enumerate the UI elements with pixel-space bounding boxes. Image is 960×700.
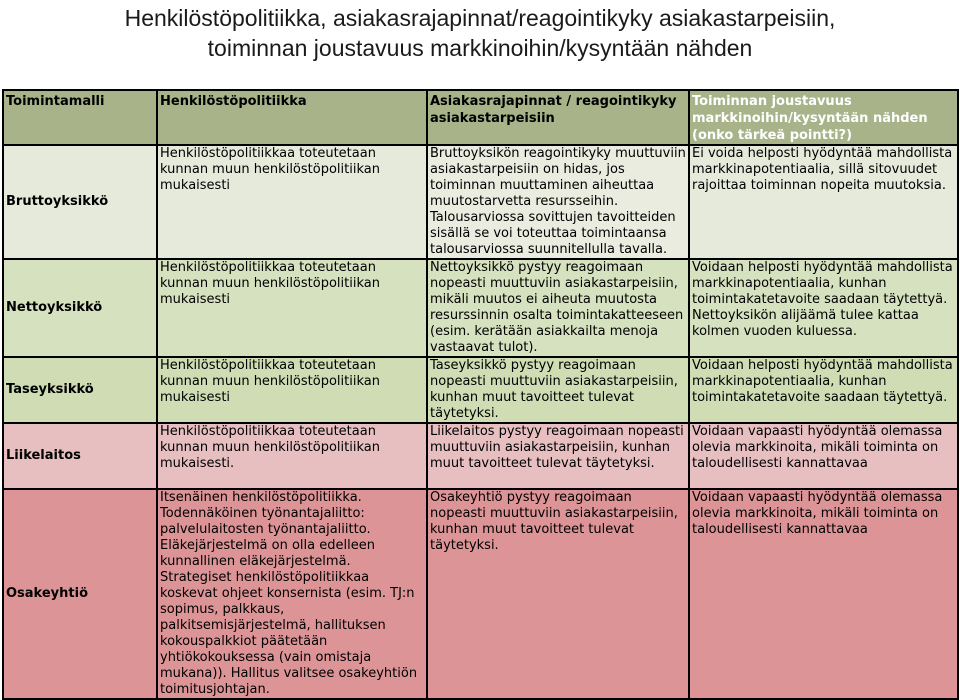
row-flex-cell: Voidaan vapaasti hyödyntää olemassa olevia markkinoita, mikäli toiminta on taloudellisesti kannattavaa	[689, 423, 958, 489]
table-row	[3, 489, 958, 699]
header-row	[3, 90, 958, 145]
row-hr-cell: Henkilöstöpolitiikkaa toteutetaan kunnan muun henkilöstöpolitiikan mukaisesti	[157, 357, 427, 423]
row-flex-cell: Voidaan helposti hyödyntää mahdollista markkinapotentiaalia, kunhan toimintakatetavoite saadaan täytettyä. Nettoyksikön alijäämä tulee kattaa kolmen vuoden kuluessa.	[689, 259, 958, 357]
row-flex-cell: Voidaan vapaasti hyödyntää olemassa olevia markkinoita, mikäli toiminta on taloudellisesti kannattavaa	[689, 489, 958, 699]
row-hr-cell: Henkilöstöpolitiikkaa toteutetaan kunnan muun henkilöstöpolitiikan mukaisesti	[157, 145, 427, 259]
row-model-osakeyhtio: Osakeyhtiö	[3, 489, 157, 699]
table-row	[3, 423, 958, 489]
table-row	[3, 357, 958, 423]
comparison-table	[2, 89, 959, 700]
header-toiminnan-joustavuus: Toiminnan joustavuus markkinoihin/kysyntään nähden (onko tärkeä pointti?)	[689, 90, 958, 145]
row-customer-cell: Bruttoyksikön reagointikyky muuttuviin asiakastarpeisiin on hidas, jos toiminnan muuttaminen aiheuttaa muutostarvetta resursseihin. Talousarviossa sovittujen tavoitteiden sisällä se voi toteuttaa toimintaansa talousarviossa suunnitellulla tavalla.	[427, 145, 689, 259]
header-asiakasrajapinnat: Asiakasrajapinnat / reagointikyky asiakastarpeisiin	[427, 90, 689, 145]
table-row	[3, 145, 958, 259]
row-hr-cell: Itsenäinen henkilöstöpolitiikka. Todennäköinen työnantajaliitto: palvelulaitosten työnantajaliitto. Eläkejärjestelmä on olla edelleen kunnallinen eläkejärjestelmä. Strategiset henkilöstöpolitiikkaa koskevat ohjeet konsernista (esim. TJ:n sopimus, palkkaus, palkitsemisjärjestelmä, hallituksen kokouspalkkiot päätetään yhtiökokouksessa (vain omistaja mukana)). Hallitus valitsee osakeyhtiön toimitusjohtajan.	[157, 489, 427, 699]
header-henkilostopolitiikka: Henkilöstöpolitiikka	[157, 90, 427, 145]
row-hr-cell: Henkilöstöpolitiikkaa toteutetaan kunnan muun henkilöstöpolitiikan mukaisesti.	[157, 423, 427, 489]
header-toimintamalli: Toimintamalli	[3, 90, 157, 145]
row-flex-cell: Ei voida helposti hyödyntää mahdollista markkinapotentiaalia, sillä sitovuudet rajoittaa toiminnan nopeita muutoksia.	[689, 145, 958, 259]
row-flex-cell: Voidaan helposti hyödyntää mahdollista markkinapotentiaalia, kunhan toimintakatetavoite saadaan täytettyä.	[689, 357, 958, 423]
row-customer-cell: Taseyksikkö pystyy reagoimaan nopeasti muuttuviin asiakastarpeisiin, kunhan muut tavoitteet tulevat täytetyksi.	[427, 357, 689, 423]
row-customer-cell: Osakeyhtiö pystyy reagoimaan nopeasti muuttuviin asiakastarpeisiin, kunhan muut tavoitteet tulevat täytetyksi.	[427, 489, 689, 699]
row-hr-cell: Henkilöstöpolitiikkaa toteutetaan kunnan muun henkilöstöpolitiikan mukaisesti	[157, 259, 427, 357]
row-customer-cell: Nettoyksikkö pystyy reagoimaan nopeasti muuttuviin asiakastarpeisiin, mikäli muutos ei aiheuta muutosta resurssinnin osalta toimintakatteeseen (esim. kerätään asiakkailta menoja vastaavat tulot).	[427, 259, 689, 357]
slide-title-line-1: Henkilöstöpolitiikka, asiakasrajapinnat/reagointikyky asiakastarpeisiin,	[124, 5, 836, 31]
slide-title-line-2: toiminnan joustavuus markkinoihin/kysyntään nähden	[207, 35, 753, 61]
row-customer-cell: Liikelaitos pystyy reagoimaan nopeasti muuttuviin asiakastarpeisiin, kunhan muut tavoitteet tulevat täytetyksi.	[427, 423, 689, 489]
row-model-bruttoyksikko: Bruttoyksikkö	[3, 145, 157, 259]
row-model-nettoyksikko: Nettoyksikkö	[3, 259, 157, 357]
row-model-liikelaitos: Liikelaitos	[3, 423, 157, 489]
row-model-taseyksikko: Taseyksikkö	[3, 357, 157, 423]
table-row	[3, 259, 958, 357]
